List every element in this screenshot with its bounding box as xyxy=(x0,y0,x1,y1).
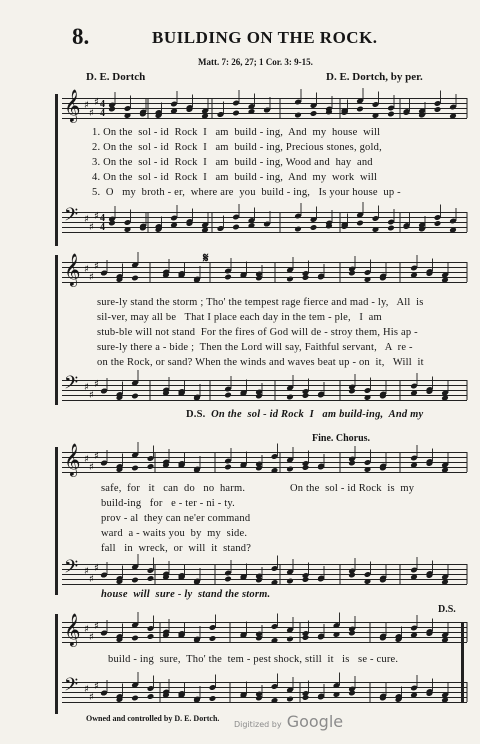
verse-5-line-2: on the Rock, or sand? When the winds and waves beat up - on it, Will it xyxy=(97,357,424,368)
music-credit: D. E. Dortch, by per. xyxy=(326,71,423,83)
sharp-icon: ♯ xyxy=(84,264,89,275)
sharp-icon: ♯ xyxy=(84,454,89,465)
sharp-icon: ♯ xyxy=(84,624,89,635)
sharp-icon: ♯ xyxy=(84,566,89,577)
note-head xyxy=(147,463,155,470)
verse-3-line-1: 3. On the sol - id Rock I am build - ing, Wood and hay and xyxy=(92,157,373,168)
note-head xyxy=(124,226,132,233)
ds-line-3: house will sure - ly stand the storm. xyxy=(101,589,271,600)
sharp-icon: ♯ xyxy=(84,100,89,111)
note-head xyxy=(224,274,232,281)
verse-4-line-3: ward a - waits you by my side. xyxy=(101,528,248,539)
bass-clef-icon: 𝄢 xyxy=(64,556,79,581)
note-head xyxy=(294,226,302,233)
note-head xyxy=(372,226,380,233)
treble-clef-icon: 𝄞 xyxy=(64,445,81,476)
note-head xyxy=(224,576,232,583)
ds-line-2: D.S. On the sol - id Rock I am build-ing, And my xyxy=(186,409,424,420)
verse-4-line-1: 4. On the sol - id Rock I am build - ing, And my work will xyxy=(92,172,378,183)
verse-4-line-2: sure-ly there a - bide ; Then the Lord will say, Faithful servant, A re - xyxy=(97,342,413,353)
sharp-icon: ♯ xyxy=(89,390,94,401)
note-head xyxy=(286,578,294,585)
note-head xyxy=(364,276,372,283)
note-head xyxy=(170,222,178,229)
note-head xyxy=(449,227,457,234)
note-head xyxy=(434,220,442,227)
note-head xyxy=(131,577,139,584)
sharp-icon: ♯ xyxy=(89,222,94,233)
note-head xyxy=(441,467,449,474)
note-head xyxy=(248,108,256,115)
verse-1-line-2: sure-ly stand the storm ; Tho' the tempest rage fierce and mad - ly, All is xyxy=(97,297,424,308)
note-head xyxy=(441,637,449,644)
sharp-icon: ♯ xyxy=(94,379,99,390)
ds-end-label: D.S. xyxy=(438,604,456,615)
note-head xyxy=(310,224,318,231)
verse-1-line-3: safe, for it can do no harm. xyxy=(101,483,246,494)
note-head xyxy=(147,693,155,700)
note-head xyxy=(364,578,372,585)
sharp-icon: ♯ xyxy=(84,684,89,695)
verse-2-line-2: sil-ver, may all be That I place each day in the tem - ple, I am xyxy=(97,312,382,323)
note-head xyxy=(131,465,139,472)
bass-clef-icon: 𝄢 xyxy=(64,204,79,229)
note-head xyxy=(441,579,449,586)
note-head xyxy=(333,631,341,638)
note-head xyxy=(410,632,418,639)
sharp-icon: ♯ xyxy=(89,632,94,643)
sharp-icon: ♯ xyxy=(94,211,99,222)
note-head xyxy=(286,696,294,703)
note-head xyxy=(286,394,294,401)
treble-clef-icon: 𝄞 xyxy=(64,91,81,122)
note-head xyxy=(131,393,139,400)
chorus-line-2: build - ing sure, Tho' the tem - pest shock, still it is se - cure. xyxy=(108,654,399,665)
segno-icon: 𝄋 xyxy=(203,250,209,265)
note-head xyxy=(224,464,232,471)
scripture-reference: Matt. 7: 26, 27; 1 Cor. 3: 9-15. xyxy=(198,57,313,67)
note-head xyxy=(224,392,232,399)
sharp-icon: ♯ xyxy=(94,97,99,108)
words-credit: D. E. Dortch xyxy=(86,71,146,83)
note-head xyxy=(387,225,395,232)
note-head xyxy=(131,275,139,282)
note-head xyxy=(410,574,418,581)
note-head xyxy=(387,111,395,118)
sharp-icon: ♯ xyxy=(89,462,94,473)
note-head xyxy=(286,636,294,643)
note-head xyxy=(286,466,294,473)
sharp-icon: ♯ xyxy=(89,108,94,119)
verse-3-line-3: prov - al they can ne'er command xyxy=(101,513,251,524)
verse-5-line-1: 5. O my broth - er, where are you build - ing, Is your house up - xyxy=(92,187,401,198)
verse-3-line-2: stub-ble will not stand For the fires of God will de - stroy them, His ap - xyxy=(97,327,418,338)
note-head xyxy=(434,106,442,113)
note-head xyxy=(449,113,457,120)
verse-1-line-1: 1. On the sol - id Rock I am build - ing, And my house will xyxy=(92,127,381,138)
sharp-icon: ♯ xyxy=(89,272,94,283)
hymn-title: BUILDING ON THE ROCK. xyxy=(152,28,378,47)
verse-2-line-3: build-ing for e - ter - ni - ty. xyxy=(101,498,235,509)
note-head xyxy=(232,110,240,117)
sharp-icon: ♯ xyxy=(94,621,99,632)
note-head xyxy=(372,112,380,119)
note-head xyxy=(410,390,418,397)
note-head xyxy=(310,110,318,117)
fine-chorus-label: Fine. Chorus. xyxy=(312,433,371,444)
note-head xyxy=(147,633,155,640)
bass-clef-icon: 𝄢 xyxy=(64,674,79,699)
note-head xyxy=(271,697,279,704)
note-head xyxy=(248,222,256,229)
note-head xyxy=(441,697,449,704)
final-barline xyxy=(461,622,464,702)
chorus-line-1: On the sol - id Rock is my xyxy=(290,483,415,494)
digitized-watermark: Digitized by Google xyxy=(234,712,344,731)
treble-clef-icon: 𝄞 xyxy=(64,615,81,646)
note-head xyxy=(364,394,372,401)
note-head xyxy=(124,112,132,119)
note-head xyxy=(356,220,364,227)
note-head xyxy=(286,276,294,283)
note-head xyxy=(201,113,209,120)
note-head xyxy=(170,108,178,115)
bass-clef-icon: 𝄢 xyxy=(64,372,79,397)
note-head xyxy=(201,227,209,234)
sharp-icon: ♯ xyxy=(94,451,99,462)
time-signature-bass: 4 4 xyxy=(100,213,105,233)
note-head xyxy=(441,395,449,402)
note-head xyxy=(147,575,155,582)
hymn-number: 8. xyxy=(72,24,90,49)
note-head xyxy=(356,106,364,113)
ownership-note: Owned and controlled by D. E. Dortch. xyxy=(86,714,220,723)
note-head xyxy=(271,579,279,586)
note-head xyxy=(209,635,217,642)
note-head xyxy=(294,112,302,119)
sharp-icon: ♯ xyxy=(94,261,99,272)
note-head xyxy=(209,695,217,702)
sharp-icon: ♯ xyxy=(84,214,89,225)
sharp-icon: ♯ xyxy=(84,382,89,393)
note-head xyxy=(364,466,372,473)
note-head xyxy=(333,691,341,698)
verse-5-line-3: fall in wreck, or will it stand? xyxy=(101,543,252,554)
note-head xyxy=(410,272,418,279)
treble-clef-icon: 𝄞 xyxy=(64,255,81,286)
sharp-icon: ♯ xyxy=(94,681,99,692)
sharp-icon: ♯ xyxy=(94,563,99,574)
time-signature: 4 4 xyxy=(100,99,105,119)
note-head xyxy=(410,462,418,469)
verse-2-line-1: 2. On the sol - id Rock I am build - ing, Precious stones, gold, xyxy=(92,142,382,153)
sharp-icon: ♯ xyxy=(89,574,94,585)
note-head xyxy=(271,467,279,474)
note-head xyxy=(271,637,279,644)
note-head xyxy=(131,695,139,702)
sharp-icon: ♯ xyxy=(89,692,94,703)
note-head xyxy=(232,224,240,231)
note-head xyxy=(441,277,449,284)
note-head xyxy=(131,635,139,642)
note-head xyxy=(410,692,418,699)
